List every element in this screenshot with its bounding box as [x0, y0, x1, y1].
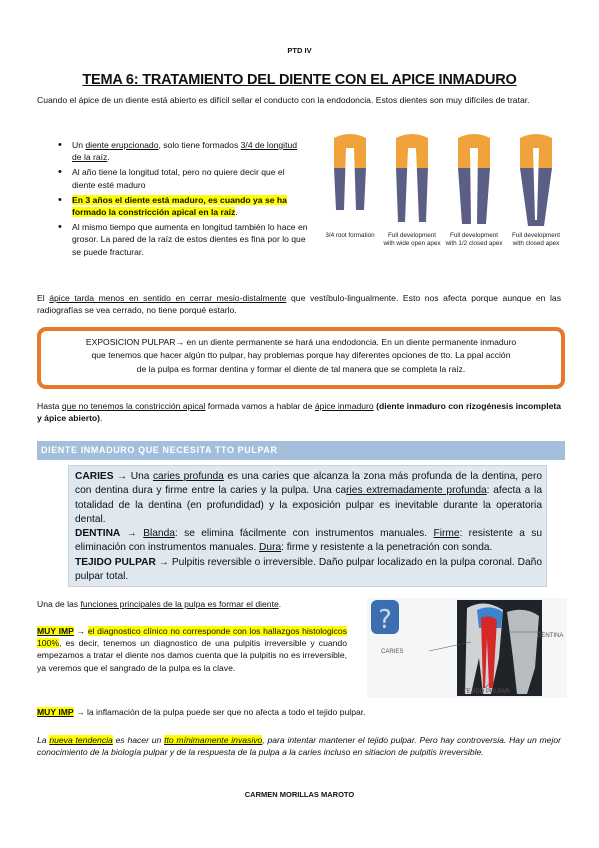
apex-definition-paragraph: Hasta que no tenemos la constricción apical formada vamos a hablar de ápice inmaduro (diente inmaduro con rizogénesis incompleta y ápice abierto). — [37, 401, 562, 424]
caries-definition: CARIES → Una caries profunda es una caries que alcanza la zona más profunda de la dentina, pero con dentina dura y firme entre la caries y la pulpa. Una caries extremadamente profunda: afecta a la totalidad de la dentina (en profundidad) y la exposición pulpar es inevitable durante la operatoria dental. — [75, 471, 542, 525]
svg-text:?: ? — [378, 605, 392, 635]
bullet-item: • Al año tiene la longitud total, pero no quiere decir que el diente esté maduro — [58, 166, 308, 190]
bullet-list — [58, 139, 308, 261]
important-note-1: MUY IMP → el diagnostico clínico no corresponde con los hallazgos histologicos 100%, es decir, tenemos un diagnostico de una pulpitis irreversible y cuando empezamos a tratar el diente nos damos cuenta que la pulpitis no es irreversible, ya veremos que el sangrado de la pulpa es la clave. — [37, 626, 348, 673]
definitions-box — [68, 465, 547, 587]
xray-label: DENTINA — [537, 633, 564, 639]
xray-label: CARIES — [381, 649, 404, 655]
tooth-caption: Full development with closed apex — [512, 232, 560, 247]
callout-line: EXPOSICION PULPAR→ en un diente permanente se hará una endodoncia. En un diente permanente inmaduro — [85, 337, 517, 347]
callout-line: que tenemos que hacer algún tto pulpar, hay problemas porque hay diferentes opciones de tto. La ppal acción — [91, 350, 511, 361]
tooth-development-illustration — [314, 132, 566, 232]
functions-paragraph: Una de las funciones principales de la pulpa es formar el diente. — [37, 599, 282, 609]
intro-paragraph: Cuando el ápice de un diente está abierto es difícil sellar el conducto con la endodoncia. Estos dientes son muy difíciles de tratar. — [37, 95, 530, 105]
important-note-2: MUY IMP → la inflamación de la pulpa puede ser que no afecta a todo el tejido pulpar. — [37, 707, 366, 717]
page-footer: CARMEN MORILLAS MAROTO — [244, 790, 355, 799]
xray-figure — [367, 598, 567, 698]
pulp-exposure-callout — [37, 327, 565, 389]
tooth-caption: Full development with 1/2 closed apex — [445, 232, 503, 247]
bullet-item: • Al mismo tiempo que aumenta en longitud también lo hace en grosor. La pared de la raíz de estos dientes es fina por lo que se puede fracturar. — [58, 221, 308, 258]
tooth-caption: Full development with wide open apex — [383, 232, 441, 247]
page-title: TEMA 6: TRATAMIENTO DEL DIENTE CON EL APICE INMADURO — [82, 72, 517, 88]
bullet-item-highlighted: • En 3 años el diente está maduro, es cuando ya se ha formado la constricción apical en la raíz. — [58, 194, 308, 218]
page-header: PTD IV — [287, 46, 312, 55]
dentina-definition: DENTINA → Blanda: se elimina fácilmente con instrumentos manuales. Firme: resistente a su eliminación con instrumentos manuales. Dura: firme y resistente a la penetración con sonda. — [75, 528, 542, 554]
tooth-development-figure — [314, 132, 566, 260]
tooth-caption: 3/4 root formation — [325, 232, 375, 239]
section-heading: DIENTE INMADURO QUE NECESITA TTO PULPAR — [37, 441, 565, 460]
tejido-pulpar-definition: TEJIDO PULPAR → Pulpitis reversible o irreversible. Daño pulpar localizado en la pulpa coronal. Daño pulpar total. — [75, 556, 542, 582]
xray-label: TEJIDO PULPAR — [463, 689, 510, 695]
callout-line: de la pulpa es formar dentina y formar el diente de tal manera que se completa la raíz. — [136, 363, 466, 374]
bullet-item: • Un diente erupcionado, solo tiene formados 3/4 de longitud de la raíz. — [58, 139, 308, 163]
trend-paragraph: La nueva tendencia es hacer un tto mínimamente invasivo, para intentar mantener el tejido pulpar. Pero hay controversia. Hay un mejor conocimiento de la biología pulpar y de la respuesta de la pulpa a la caries incluso en sitiacion de pulpitis irreversible. — [37, 735, 561, 758]
apex-paragraph: El ápice tarda menos en sentido en cerrar mesio-distalmente que vestíbulo-lingualmente. Esto nos afecta porque aunque en las radiografías se vea cerrado, no tiene porqué estarlo. — [37, 293, 561, 316]
